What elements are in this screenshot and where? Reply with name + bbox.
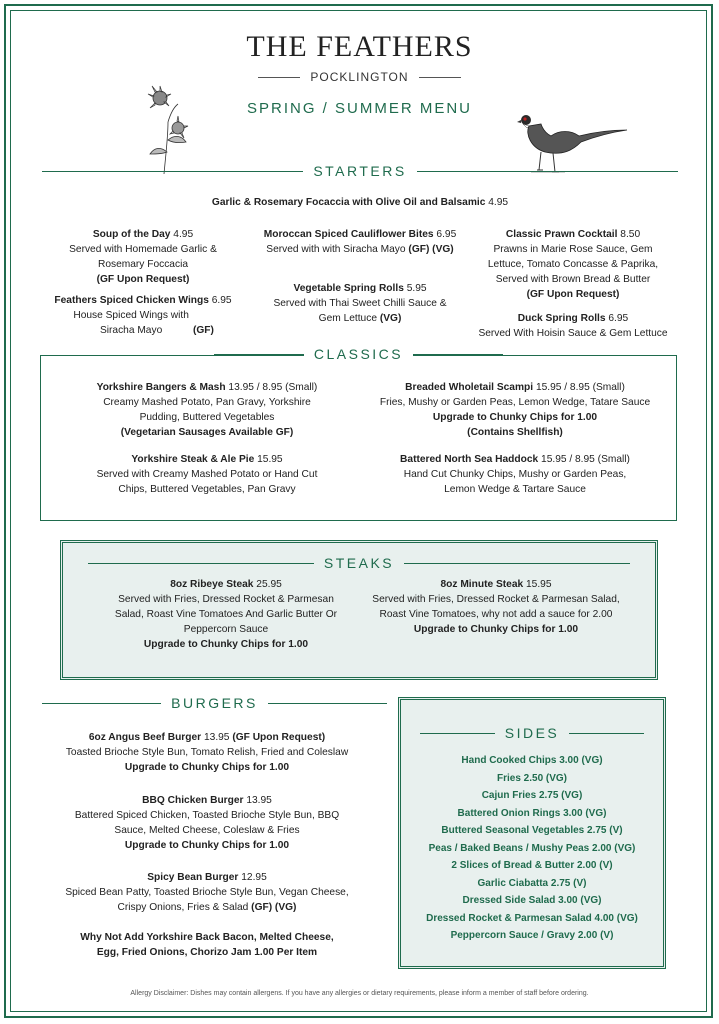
item-desc: Spiced Bean Patty, Toasted Brioche Style Bun, Vegan Cheese, Crispy Onions, Fries & Salad [65, 887, 349, 913]
item-note: (GF) (VG) [408, 244, 454, 255]
classics-heading-label: CLASSICS [304, 346, 413, 362]
starters-heading [42, 163, 678, 179]
item-price: 6.95 [436, 229, 457, 240]
classics-rule-left [214, 354, 304, 355]
burger-item [62, 793, 352, 853]
item-price: 6.95 [608, 313, 629, 324]
allergy-disclaimer: Allergy Disclaimer: Dishes may contain allergens. If you have any allergies or dietary requirements, please inform a member of staff before ordering. [130, 990, 589, 997]
location-rule-left [258, 77, 300, 78]
item-price: 25.95 [256, 579, 282, 590]
item-price: 13.95 [246, 795, 272, 806]
item-desc: House Spiced Wings with Siracha Mayo [73, 310, 189, 336]
side-item: Garlic Ciabatta 2.75 (V) [477, 877, 587, 889]
classics-gap-left [178, 356, 298, 358]
item-name: Breaded Wholetail Scampi [405, 382, 534, 393]
item-name: Classic Prawn Cocktail [505, 229, 618, 240]
item-price: 12.95 [241, 872, 267, 883]
item-desc: Creamy Mashed Potato, Pan Gravy, Yorkshire Pudding, Buttered Vegetables [103, 397, 311, 423]
burger-item [58, 870, 356, 915]
item-note: Upgrade to Chunky Chips for 1.00 [124, 762, 290, 773]
item-price: 15.95 / 8.95 (Small) [535, 382, 625, 393]
item-desc: Served with Homemade Garlic & Rosemary Foccacia [69, 244, 217, 270]
sides-rule-left [420, 733, 495, 734]
starters-rule-right [417, 171, 678, 172]
item-note: (GF Upon Request) [96, 274, 190, 285]
side-item: Cajun Fries 2.75 (VG) [481, 790, 583, 801]
classics-heading [40, 346, 677, 362]
item-note: Upgrade to Chunky Chips for 1.00 [124, 840, 290, 851]
steaks-rule-left [88, 563, 314, 564]
burgers-heading-label: BURGERS [171, 695, 258, 711]
item-name: Moroccan Spiced Cauliflower Bites [263, 229, 434, 240]
item-desc: Served with Fries, Dressed Rocket & Parmesan Salad, Roast Vine Tomatoes, why not add a sauce for 2.00 [372, 594, 620, 620]
side-item: Peas / Baked Beans / Mushy Peas 2.00 (VG) [428, 842, 636, 854]
restaurant-name: THE FEATHERS [246, 30, 473, 63]
item-price: 6.95 [211, 295, 232, 306]
side-item: Battered Onion Rings 3.00 (VG) [457, 807, 607, 819]
item-price: 13.95 / 8.95 (Small) [228, 382, 318, 393]
steak-item [360, 577, 632, 637]
burger-item [62, 730, 352, 775]
item-price: 15.95 / 8.95 (Small) [541, 454, 630, 465]
addon-text: Why Not Add Yorkshire Back Bacon, Melted Cheese, Egg, Fried Onions, Chorizo Jam 1.00 Per Item [80, 932, 334, 958]
item-price: 5.95 [406, 283, 427, 294]
item-note: (GF Upon Request) [526, 289, 620, 300]
steaks-rule-right [404, 563, 630, 564]
location-rule-right [419, 77, 461, 78]
item-price: 4.95 [488, 197, 509, 208]
item-name: 8oz Minute Steak [440, 579, 524, 590]
steak-item [104, 577, 348, 652]
item-desc: Toasted Brioche Style Bun, Tomato Relish, Fried and Coleslaw [65, 747, 349, 758]
menu-title: SPRING / SUMMER MENU [246, 100, 472, 117]
side-item: Fries 2.50 (VG) [496, 772, 568, 784]
location-name: POCKLINGTON [310, 70, 409, 84]
starter-item [484, 227, 662, 302]
classics-gap-right [415, 356, 535, 358]
item-price: 15.95 [526, 579, 552, 590]
starter-item [255, 227, 465, 257]
item-note: (Vegetarian Sausages Available GF) [120, 427, 294, 438]
item-note: Upgrade to Chunky Chips for 1.00 [432, 412, 598, 423]
item-name: Vegetable Spring Rolls [293, 283, 404, 294]
starter-item [58, 227, 228, 287]
starter-item [470, 311, 676, 341]
item-name: BBQ Chicken Burger [142, 795, 244, 806]
featured-starter [90, 195, 630, 210]
item-note: (Contains Shellfish) [467, 427, 563, 438]
item-name: Duck Spring Rolls [517, 313, 606, 324]
side-item: 2 Slices of Bread & Butter 2.00 (V) [451, 860, 613, 871]
item-note: Upgrade to Chunky Chips for 1.00 [413, 624, 579, 635]
item-name: 8oz Ribeye Steak [170, 579, 254, 590]
side-item: Hand Cooked Chips 3.00 (VG) [461, 755, 603, 766]
steaks-heading [88, 555, 630, 571]
starter-item [48, 293, 238, 338]
starters-heading-label: STARTERS [313, 163, 407, 179]
side-item: Dressed Side Salad 3.00 (VG) [462, 895, 602, 906]
classic-item [82, 380, 332, 440]
item-note: Upgrade to Chunky Chips for 1.00 [143, 639, 309, 650]
classic-item [390, 452, 640, 497]
item-name: Battered North Sea Haddock [400, 454, 539, 465]
side-item: Peppercorn Sauce / Gravy 2.00 (V) [450, 930, 614, 941]
burgers-rule-left [42, 703, 161, 704]
item-desc: Prawns in Marie Rose Sauce, Gem Lettuce, Tomato Concasse & Paprika, Served with Brown Bread & Butter [487, 244, 659, 285]
sunflower-illustration [138, 82, 196, 174]
item-desc: Served with with Siracha Mayo [266, 244, 406, 255]
sides-heading [420, 725, 644, 741]
item-desc: Battered Spiced Chicken, Toasted Brioche Style Bun, BBQ Sauce, Melted Cheese, Coleslaw & Fries [74, 810, 340, 836]
item-name: Feathers Spiced Chicken Wings [54, 295, 209, 306]
side-item: Buttered Seasonal Vegetables 2.75 (V) [441, 825, 623, 836]
classic-item [374, 380, 656, 440]
classic-item [96, 452, 318, 497]
item-desc: Hand Cut Chunky Chips, Mushy or Garden Peas, Lemon Wedge & Tartare Sauce [403, 469, 627, 495]
side-item: Dressed Rocket & Parmesan Salad 4.00 (VG) [426, 912, 638, 924]
item-name: Soup of the Day [92, 229, 171, 240]
steaks-heading-label: STEAKS [323, 555, 395, 571]
burger-addon [70, 930, 344, 960]
item-tag: (GF Upon Request) [232, 732, 326, 743]
item-note: (GF) [192, 325, 214, 336]
item-name: Garlic & Rosemary Focaccia with Olive Oil and Balsamic [211, 197, 486, 208]
item-price: 15.95 [257, 454, 283, 465]
item-name: Spicy Bean Burger [147, 872, 239, 883]
item-name: Yorkshire Bangers & Mash [96, 382, 226, 393]
item-price: 8.50 [620, 229, 641, 240]
sides-rule-right [569, 733, 644, 734]
sides-heading-label: SIDES [504, 725, 560, 741]
item-desc: Served with Thai Sweet Chilli Sauce & Gem Lettuce [273, 298, 447, 324]
sides-list [398, 752, 666, 945]
location-line [0, 70, 719, 84]
item-name: 6oz Angus Beef Burger [88, 732, 202, 743]
item-desc: Fries, Mushy or Garden Peas, Lemon Wedge, Tatare Sauce [379, 397, 651, 408]
burgers-heading [42, 695, 387, 711]
item-desc: Served With Hoisin Sauce & Gem Lettuce [478, 328, 668, 339]
starter-item [268, 281, 452, 326]
item-note: (VG) [379, 313, 402, 324]
item-note: (GF) (VG) [251, 902, 297, 913]
item-desc: Served with Fries, Dressed Rocket & Parmesan Salad, Roast Vine Tomatoes And Garlic Butter Or Peppercorn Sauce [114, 594, 338, 635]
starters-rule-left [42, 171, 303, 172]
item-price: 13.95 [203, 732, 230, 743]
burgers-rule-right [268, 703, 387, 704]
item-price: 4.95 [173, 229, 194, 240]
classics-rule-right [413, 354, 503, 355]
item-name: Yorkshire Steak & Ale Pie [131, 454, 255, 465]
item-desc: Served with Creamy Mashed Potato or Hand Cut Chips, Buttered Vegetables, Pan Gravy [96, 469, 318, 495]
